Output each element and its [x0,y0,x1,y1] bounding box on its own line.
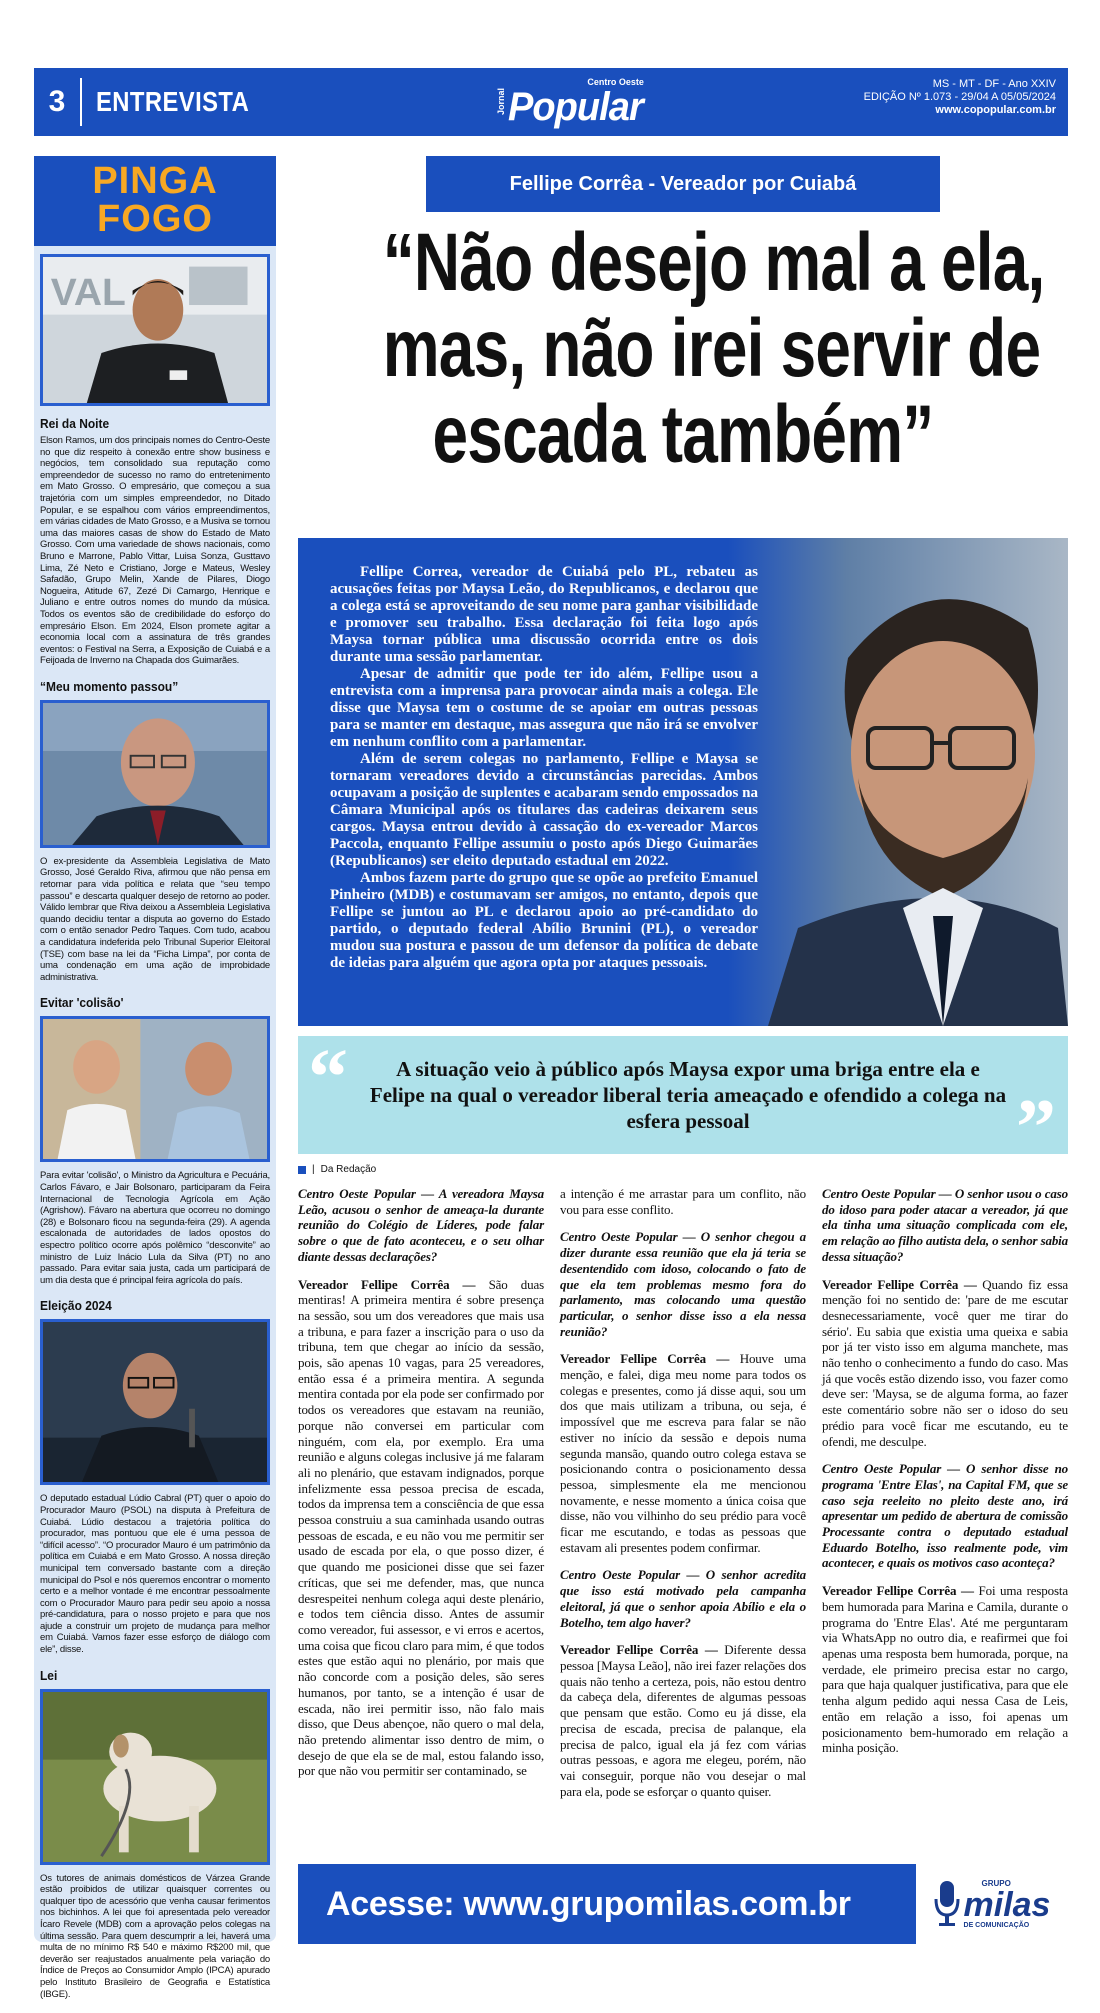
brand-main: milas [963,1885,1051,1924]
answer-speaker-label: Vereador Fellipe Corrêa — [560,1642,718,1658]
svg-text:VAL: VAL [50,271,126,314]
pinga-fogo-sidebar [34,156,276,2000]
answer-text: Diferente dessa pessoa [Maysa Leão], não irei fazer relações dos quais não tenho a certeza, pois, não estou dentro da cabeça dela, diferentes de algumas pessoas que pensam que estão. Como eu já disse, ela precisa de escada, precisa de palanque, ela precisa de palco, igual ela já fez com várias outras pessoas, e agora me elegeu, porém, não vai conseguir, porque não vou desejar o mal para ela, pode se esforçar o quanto quiser. [560,1642,806,1799]
article-headline [382,217,1045,480]
pull-quote-text: A situação veio à público após Maysa expor uma briga entre ela e Felipe na qual o vereador liberal teria ameaçado e ofendido a colega na esfera pessoal [369,1057,1007,1133]
lede-paragraph: Ambos fazem parte do grupo que se opõe ao prefeito Emanuel Pinheiro (MDB) e costumavam ser amigos, no entanto, depois que Fellipe se juntou ao PL e declarou apoio ao pré-candidato do partido, o deputado federal Abílio Brunini (PL), o vereador mudou sua postura e passou de um defensor da política de debate de ideias para alguém que agora opta por ataques pessoais. [330,870,758,971]
photo-dog [40,1689,270,1865]
byline-author: Da Redação [320,1164,377,1175]
newspaper-logo [496,76,650,128]
lede-paragraph: Apesar de admitir que pode ter ido além, Fellipe usou a entrevista com a imprensa para provocar ainda mais a colega. Ele disse que Maysa tem o costume de se apoiar em outras pessoas para se manter em destaque, mas assegura que não irá se envolver em nenhum conflito com a parlamentar. [330,666,758,750]
answer-text: Foi uma resposta bem humorada para Marina e Camila, durante o programa do 'Entre Elas'. Até me perguntaram via WhatsApp no outro dia, e reafirmei que foi apenas uma resposta bem humorada, porque, na verdade, ele primeiro precisa estar no cargo, para que haja qualquer justificativa, para que ele tenha algum pedido aqui nessa Casa de Leis, então em relação a isso, foi apenas um posicionamento bem-humorado em relação a minha posição. [822,1583,1068,1756]
question-text: Centro Oeste Popular — O senhor chegou a dizer durante essa reunião que ela já teria se desentendido com idoso, colocando o fato de que ela tem problemas mesmo fora do parlamento, mas colocando uma questão particular, o senhor disse isso a ela nessa reunião? [560,1229,806,1339]
sidebar-item-heading: Evitar 'colisão' [40,995,124,1011]
lede-text [330,564,758,972]
photo-jose-riva [40,700,270,848]
answer-text: Quando fiz essa menção foi no sentido de: 'pare de me escutar desnecessariamente, você quer me tirar do sério'. Eu sabia que existia uma queixa e sabia por já ter visto isso em alguma manchete, mas não tenho o conhecimento a fundo do caso. Mas já que vocês estão dizendo isso, vou fazer como deve ser: 'Maysa, se de alguma forma, ao fazer este comentário sobre não ser o idoso do seu prédio para você ficar me escutando, eu te ofendi, me desculpe. [822,1276,1069,1449]
lede-box [298,538,1068,1026]
page-number: 3 [48,85,66,118]
interview-question [560,1229,806,1339]
answer-speaker-label: Vereador Fellipe Corrêa — [560,1351,730,1367]
article-column-2 [560,1186,806,1811]
answer-speaker-label: Vereador Fellipe Corrêa — [822,1583,974,1599]
interview-answer [822,1583,1068,1756]
edition-line-2: EDIÇÃO Nº 1.073 - 29/04 A 05/05/2024 [863,91,1056,103]
interview-answer [298,1277,544,1780]
banner-text[interactable]: Acesse: www.grupomilas.com.br [326,1884,851,1923]
grupo-milas-logo [916,1864,1068,1944]
sidebar-title-line-1: PINGA [92,160,218,202]
question-text: Centro Oeste Popular — A vereadora Maysa Leão, acusou o senhor de ameaça-la durante reunião do Colégio de Líderes, pode falar sobre o que de fato aconteceu, e o seu olhar diante dessas declarações? [298,1186,544,1264]
sidebar-item-heading: Rei da Noite [40,416,110,431]
answer-speaker-label: Vereador Fellipe Corrêa — [298,1276,476,1292]
section-title: ENTREVISTA [96,86,250,117]
brand-sub: DE COMUNICAÇÃO [963,1921,1030,1929]
logo-top-text: Centro Oeste [587,76,644,87]
headline-line-1: “Não desejo mal a ela, [382,217,1045,308]
interview-question [298,1186,544,1265]
photo-favaro-bolsonaro [40,1016,270,1162]
edition-info [864,78,1056,117]
microphone-icon [934,1879,960,1929]
answer-speaker-label: Vereador Fellipe Corrêa — [822,1276,977,1292]
question-text: Centro Oeste Popular — O senhor disse no programa 'Entre Elas', na Capital FM, que se caso seja reeleito no pleito deste ano, irá apresentar um pedido de abertura de comissão Processante contra o deputado estadual Eduardo Botelho, isso realmente pode, vim acontecer, e quais os motivos caso aconteça? [822,1461,1068,1571]
byline [298,1164,376,1175]
interview-answer [560,1186,806,1217]
interview-answer [560,1351,806,1555]
headline-line-2: mas, não irei servir de [382,303,1041,394]
headline-line-3: escada também” [432,389,934,480]
lede-paragraph: Além de serem colegas no parlamento, Fellipe e Maysa se tornaram vereadores devido a circunstâncias parecidas. Ambos ocupavam a posição de suplentes e acabaram sendo empossados na Câmara Municipal após os titulares das cadeiras deixarem seus cargos. Maysa entrou devido à cassação do ex-vereador Marcos Paccola, enquanto Fellipe assumiu o posto após Diego Guimarães (Republicanos) ser eleito deputado estadual em 2022. [330,751,758,869]
lede-paragraph: Fellipe Correa, vereador de Cuiabá pelo PL, rebateu as acusações feitas por Maysa Leão, do Republicanos, e declarou que a colega está se aproveitando de seu nome para ganhar visibilidade e promover seu trabalho. Essa declaração foi feita logo após Maysa tornar pública uma discussão ocorrida entre os dois durante uma sessão parlamentar. [330,564,758,665]
header-divider [80,78,82,126]
photo-ludio-cabral [40,1319,270,1485]
question-text: Centro Oeste Popular — O senhor usou o caso do idoso para poder atacar a vereador, já que ela tinha uma situação complicada com ele, em relação ao filho autista dela, o senhor sabia dessa situação? [822,1186,1068,1264]
question-text: Centro Oeste Popular — O senhor acredita que isso está motivado pela campanha eleitoral, já que o senhor apoia Abílio e ela o Botelho, tem algo haver? [560,1567,806,1630]
interview-question [822,1186,1068,1265]
logo-side-text: Jornal [496,88,506,116]
sidebar-item-heading: “Meu momento passou” [40,678,179,694]
answer-text: São duas mentiras! A primeira mentira é sobre presença na sessão, sou um dos vereadores que mais usa a tribuna, e para fazer a inscrição para o uso da tribuna, tem que chegar ao início da sessão, pois, são apenas 10 vagas, para 25 vereadores, então essa é a primeira mentira. A segunda mentira contada por ela pode ser confirmado por todos os vereadores que estavam na reunião, porque não conversei em particular com ninguém, com ela, por exemplo. Era uma reunião e alguns colegas inclusive já me falaram ali no plenário, que estavam indignados, porque infelizmente essa pessoa precisa de escada, todos da imprensa tem a consciência de que essa pessoa construiu a sua caminhada usando outras pessoas de escada, e eu não vou me permitir ser usado de escada por ela, o que posso dizer, é que quando me posicionei disse que sei fazer críticas, que sei me defender, mas, que nunca desrespeitei nenhum colega aqui deste plenário, e todos tem ciência disso. Antes de assumir como vereador, fui assessor, e vi erros e acertos, uma coisa que ficou claro para mim, é que todos estes que estão aqui no plenário, por mais que não concorde com a posição deles, são seres humanos, por tanto, se a intenção é usar de escada, não irei permitir isso, não falo mais disso, que Deus abençoe, não quero o mal dela, não pretendo alimentar isso dentro de mim, o desejo de que ela se de mal, estou falando isso, por que não vou permitir ser contaminado, se [298,1276,545,1779]
page-header [34,68,1068,136]
article-kicker: Fellipe Corrêa - Vereador por Cuiabá [426,156,940,212]
website-link[interactable]: www.copopular.com.br [935,104,1056,116]
photo-elson-ramos [40,254,270,406]
sidebar-item-text: O deputado estadual Lúdio Cabral (PT) quer o apoio do Procurador Mauro (PSOL) na disputa à Prefeitura de Cuiabá. Lúdio destacou a trajetória política do procurador, mas pontuou que ele é uma pessoa de “difícil acesso”. “O procurador Mauro é um patrimônio da política em Cuiabá e em Mato Grosso. A nossa direção municipal tem conversado bastante com a direção municipal do Psol e nós queremos encontrar o momento certo e a melhor vontade é me encontrar pessoalmente com o Procurador Mauro para pedir seu apoio a nossa pré-candidatura, para o nosso projeto e para que nos ajude a construir um projeto de mudança para melhor em Cuiabá. Vamos fazer esse esforço de diálogo com ele”, disse. [40,1493,270,1656]
interview-answer [822,1277,1068,1450]
byline-square-icon [298,1166,306,1174]
sidebar-item-text: Para evitar 'colisão', o Ministro da Agricultura e Pecuária, Carlos Fávaro, e Jair Bolsonaro, participaram da Feira Internacional de Tecnologia Agrícola em Ação (Agrishow). Fávaro na abertura que ocorreu no domingo (28) e Bolsonaro ficou na segunda-feira (29). A agenda escalonada de autoridades de lados opostos do espectro político ocorre após polêmico “desconvite” ao ministro de Luiz Inácio Lula da Silva (PT) no ano passado. Para evitar saia justa, cada um participará de um dia desta que é principal feira agrícola do país. [40,1170,270,1286]
interview-question [822,1461,1068,1571]
answer-text: a intenção é me arrastar para um conflito, não vou para esse conflito. [560,1186,806,1217]
interview-answer [560,1642,806,1799]
logo-main-text: Popular [508,84,643,129]
interview-question [560,1567,806,1630]
article-column-1 [298,1186,544,1791]
answer-text: Houve uma menção, e falei, diga meu nome para todos os colegas e presentes, como já disse aqui, sou um dos que mais utilizam a tribuna, ou seja, é impossível que me escreva para falar se não estiver no início da sessão e depois numa segunda mansão, quando outro colega estava se posicionando contra o posicionamento dessa pessoa, simplesmente ela me mencionou novamente, e nesse momento a única coisa que disse, não vou vilhinho do seu prédio para você ficar me escutando, e todas as pessoas que estavam ali presentes podem confirmar. [560,1351,806,1555]
close-quote-icon: ” [1016,1084,1056,1172]
sidebar-header [34,156,276,246]
ad-banner[interactable] [298,1864,1068,1944]
photo-fellipe-correa [728,538,1068,1026]
byline-divider: | [312,1164,315,1175]
sidebar-item-heading: Eleição 2024 [40,1298,112,1314]
sidebar-item-text: O ex-presidente da Assembleia Legislativa de Mato Grosso, José Geraldo Riva, afirmou que não pensa em retornar para vida política e relata que “seu tempo passou” e descarta qualquer desejo de retorno ao poder. Válido lembrar que Riva deixou a Assembleia Legislativa quando decidiu tentar a disputa ao governo do Estado com o então senador Pedro Taques. Com tudo, acabou a candidatura indeferida pelo Tribunal Superior Eleitoral (TSE) com base na lei da “Ficha Limpa”, por conta de uma condenação em uma ação de improbidade administrativa. [40,855,270,983]
open-quote-icon: “ [308,1034,348,1122]
edition-line-1: MS - MT - DF - Ano XXIV [932,78,1056,90]
brand-top: GRUPO [981,1878,1011,1888]
article-column-3 [822,1186,1068,1768]
sidebar-item-text: Os tutores de animais domésticos de Várzea Grande estão proibidos de utilizar quaisquer correntes ou qualquer tipo de acessório que venha causar ferimentos nos bichinhos. A lei que foi apresentada pelo vereador Ícaro Revele (MDB) com a aprovação pelos colegas na última sessão. Para quem descumprir a lei, haverá uma multa de no mínimo R$ 540 e máximo R$200 mil, que deverão ser reajustados anualmente pela variação do Índice de Preços ao Consumidor Amplo (IPCA) apurado pelo Instituto Brasileiro de Geografia e Estatística (IBGE). [40,1872,270,2000]
sidebar-item-text: Elson Ramos, um dos principais nomes do Centro-Oeste no que diz respeito à conexão entre show business e negócios, tem consolidado sua reputação como empreendedor de sucesso no ramo do entretenimento em Mato Grosso. O empresário, que começou a sua trajetória com um simples empreendedor, no Ditado Popular, e se espalhou com vários empreendimentos, em várias cidades de Mato Grosso, e a Musiva se tornou uma das maiores casas de show do Estado de Mato Grosso. Com uma variedade de shows nacionais, como Bruno e Marrone, Pablo Vittar, Luisa Sonza, Gusttavo Lima, Zé Neto e Cristiano, Jorge e Mateus, Wesley Safadão, Grupo Melin, Xande de Pilares, Diogo Nogueira, Atitude 67, Zezé Di Camargo, Henrique e Juliano e entre outros nomes do mundo da música. Todos os eventos são de credibilidade do esforço do empresário Elson. Em 2024, Elson promete agitar a economia local com a assinatura de três grandes eventos: o Festival na Serra, a Exposição de Cuiabá e a Feijoada de Inverno na Chapada dos Guimarães. [40,435,270,667]
sidebar-title-line-2: FOGO [97,198,213,240]
sidebar-item-heading: Lei [40,1667,58,1683]
